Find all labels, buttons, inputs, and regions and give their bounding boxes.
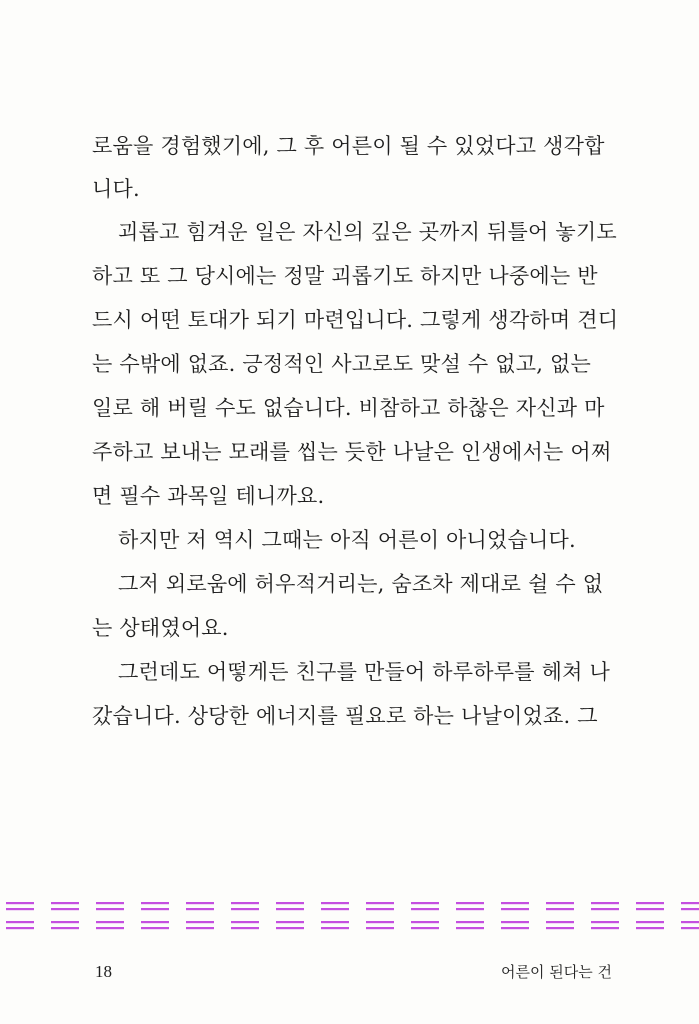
stripe-dash	[321, 908, 349, 910]
stripe-dash	[186, 921, 214, 923]
text-line: 는 상태였어요.	[92, 616, 229, 640]
stripe-dash	[411, 908, 439, 910]
stripe-dash	[96, 902, 124, 904]
stripe-dash	[141, 902, 169, 904]
stripe-dash	[591, 902, 619, 904]
text-line: 니다.	[92, 177, 140, 201]
paragraph-start-line: 괴롭고 힘겨운 일은 자신의 깊은 곳까지 뒤틀어 놓기도	[118, 220, 617, 244]
text-line: 면 필수 과목일 테니까요.	[92, 484, 325, 508]
stripe-dash	[276, 927, 304, 929]
stripe-dash	[411, 921, 439, 923]
stripe-dash	[501, 902, 529, 904]
paragraph-start-line: 하지만 저 역시 그때는 아직 어른이 아니었습니다.	[118, 528, 576, 552]
stripe-dash	[501, 921, 529, 923]
stripe-dash	[231, 908, 259, 910]
stripe-dash	[366, 908, 394, 910]
stripe-dash	[411, 927, 439, 929]
page-footer	[0, 957, 699, 987]
stripe-dash	[276, 902, 304, 904]
text-line: 로움을 경험했기에, 그 후 어른이 될 수 있었다고 생각합	[92, 134, 605, 158]
stripe-dash	[456, 927, 484, 929]
stripe-dash	[681, 927, 699, 929]
stripe-dash	[231, 921, 259, 923]
stripe-dash	[636, 902, 664, 904]
stripe-dash	[591, 921, 619, 923]
stripe-dash	[51, 908, 79, 910]
stripe-dash	[636, 921, 664, 923]
text-line: 주하고 보내는 모래를 씹는 듯한 나날은 인생에서는 어쩌	[92, 440, 612, 464]
stripe-dash	[6, 927, 34, 929]
stripe-dash	[456, 921, 484, 923]
paragraph-start-line: 그저 외로움에 허우적거리는, 숨조차 제대로 쉴 수 없	[118, 572, 604, 596]
stripe-dash	[501, 908, 529, 910]
stripe-dash	[681, 902, 699, 904]
decorative-stripes	[0, 893, 699, 939]
paragraph-start-line: 그런데도 어떻게든 친구를 만들어 하루하루를 헤쳐 나	[118, 660, 610, 684]
stripe-dash	[96, 927, 124, 929]
stripe-dash	[501, 927, 529, 929]
text-line: 하고 또 그 당시에는 정말 괴롭기도 하지만 나중에는 반	[92, 264, 598, 288]
stripe-dash	[456, 902, 484, 904]
text-line: 는 수밖에 없죠. 긍정적인 사고로도 맞설 수 없고, 없는	[92, 352, 591, 376]
stripe-dash	[231, 927, 259, 929]
stripe-dash	[96, 908, 124, 910]
stripe-dash	[96, 921, 124, 923]
text-line: 일로 해 버릴 수도 없습니다. 비참하고 하찮은 자신과 마	[92, 396, 605, 420]
stripe-dash	[141, 927, 169, 929]
stripe-dash	[546, 927, 574, 929]
stripe-dash	[186, 927, 214, 929]
stripe-dash	[186, 902, 214, 904]
stripe-dash	[321, 902, 349, 904]
text-line: 드시 어떤 토대가 되기 마련입니다. 그렇게 생각하며 견디	[92, 308, 619, 332]
stripe-dash	[456, 908, 484, 910]
stripe-dash	[186, 908, 214, 910]
page-number: 18	[95, 962, 112, 981]
stripe-dash	[636, 927, 664, 929]
stripe-dash	[681, 921, 699, 923]
stripe-dash	[231, 902, 259, 904]
stripe-dash	[51, 902, 79, 904]
stripe-dash	[591, 908, 619, 910]
stripe-dash	[411, 902, 439, 904]
stripe-dash	[366, 902, 394, 904]
running-title: 어른이 된다는 건	[501, 963, 612, 981]
stripe-dash	[276, 908, 304, 910]
stripe-dash	[6, 902, 34, 904]
stripe-dash	[366, 921, 394, 923]
stripe-dash	[6, 908, 34, 910]
stripe-dash	[546, 908, 574, 910]
stripe-dash	[321, 927, 349, 929]
stripe-dash	[546, 921, 574, 923]
stripe-dash	[6, 921, 34, 923]
stripe-dash	[141, 908, 169, 910]
stripe-dash	[51, 927, 79, 929]
stripe-dash	[51, 921, 79, 923]
stripe-dash	[591, 927, 619, 929]
stripe-dash	[321, 921, 349, 923]
stripe-dash	[141, 921, 169, 923]
stripe-dash	[681, 908, 699, 910]
stripe-dash	[276, 921, 304, 923]
stripe-dash	[636, 908, 664, 910]
stripe-dash	[366, 927, 394, 929]
text-line: 갔습니다. 상당한 에너지를 필요로 하는 나날이었죠. 그	[92, 704, 598, 728]
stripe-dash	[546, 902, 574, 904]
